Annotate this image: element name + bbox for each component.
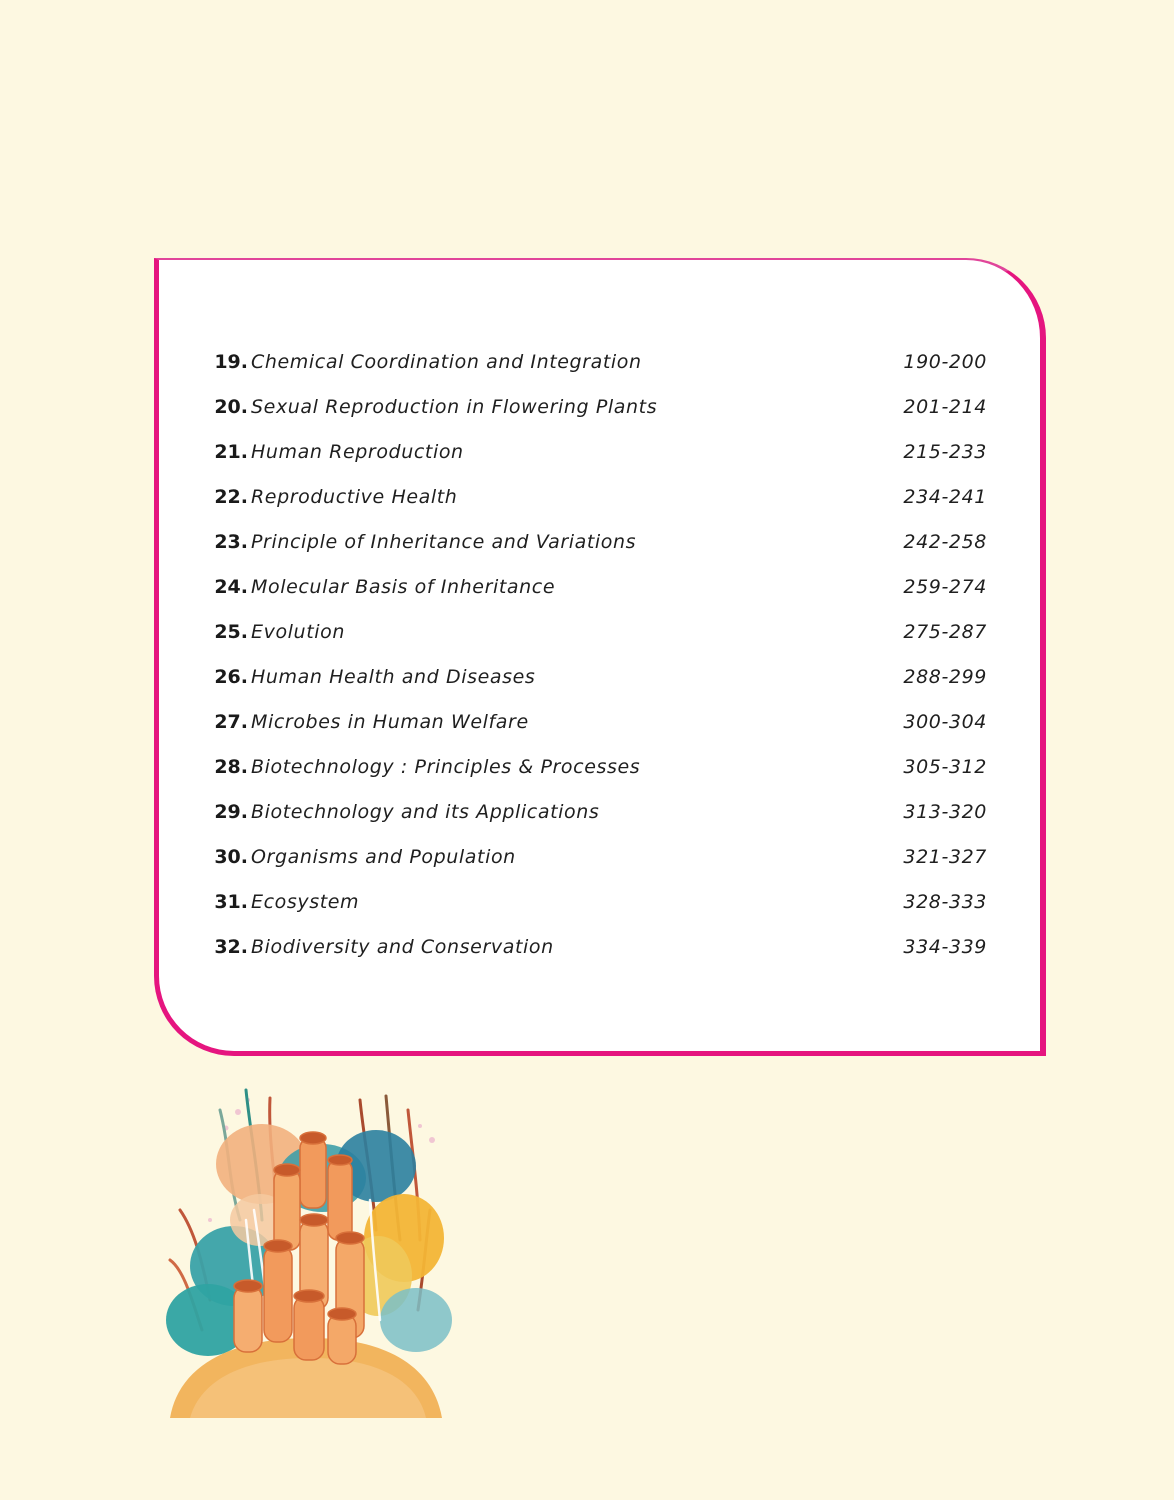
toc-entry-number: 20.	[214, 396, 248, 418]
toc-entry-number: 24.	[214, 576, 248, 598]
toc-entry-title: Reproductive Health	[251, 486, 458, 508]
toc-entry-pages: 259-274	[903, 576, 987, 598]
toc-entry-number: 32.	[214, 936, 248, 958]
toc-entry	[159, 837, 1040, 877]
toc-entry-title: Chemical Coordination and Integration	[251, 351, 642, 373]
coral-reef-illustration	[150, 1070, 460, 1430]
toc-entry	[159, 432, 1040, 472]
toc-entry-pages: 334-339	[903, 936, 987, 958]
toc-entry-title: Biotechnology and its Applications	[251, 801, 600, 823]
toc-entry	[159, 342, 1040, 382]
toc-entry-pages: 328-333	[903, 891, 987, 913]
toc-entry	[159, 657, 1040, 697]
toc-entry-number: 31.	[214, 891, 248, 913]
toc-entry-title: Evolution	[251, 621, 345, 643]
toc-card	[154, 258, 1046, 1056]
toc-entry-title: Sexual Reproduction in Flowering Plants	[251, 396, 658, 418]
toc-entry-number: 27.	[214, 711, 248, 733]
toc-entry-pages: 300-304	[903, 711, 987, 733]
toc-entry-pages: 305-312	[903, 756, 987, 778]
toc-entry-pages: 288-299	[903, 666, 987, 688]
toc-entry	[159, 927, 1040, 967]
toc-entry-title: Organisms and Population	[251, 846, 516, 868]
toc-entry	[159, 882, 1040, 922]
toc-entry-title: Molecular Basis of Inheritance	[251, 576, 556, 598]
toc-entry	[159, 477, 1040, 517]
toc-entry	[159, 387, 1040, 427]
toc-entry-pages: 190-200	[903, 351, 987, 373]
toc-entry-number: 22.	[214, 486, 248, 508]
toc-entry	[159, 612, 1040, 652]
toc-entry	[159, 747, 1040, 787]
toc-entry-number: 26.	[214, 666, 248, 688]
toc-entry-title: Biodiversity and Conservation	[251, 936, 554, 958]
toc-entry-pages: 313-320	[903, 801, 987, 823]
toc-entry-number: 30.	[214, 846, 248, 868]
toc-entry-pages: 234-241	[903, 486, 987, 508]
toc-entry-number: 19.	[214, 351, 248, 373]
toc-entry-number: 23.	[214, 531, 248, 553]
toc-entry	[159, 567, 1040, 607]
toc-entry	[159, 522, 1040, 562]
toc-entry	[159, 792, 1040, 832]
toc-entry-pages: 242-258	[903, 531, 987, 553]
toc-entry-title: Human Health and Diseases	[251, 666, 536, 688]
toc-entry	[159, 702, 1040, 742]
toc-entry-number: 28.	[214, 756, 248, 778]
toc-entry-pages: 201-214	[903, 396, 987, 418]
toc-entry-title: Human Reproduction	[251, 441, 464, 463]
toc-entry-title: Principle of Inheritance and Variations	[251, 531, 637, 553]
toc-entry-pages: 275-287	[903, 621, 987, 643]
toc-entry-number: 21.	[214, 441, 248, 463]
toc-entry-number: 25.	[214, 621, 248, 643]
toc-entry-pages: 215-233	[903, 441, 987, 463]
toc-entry-title: Ecosystem	[251, 891, 360, 913]
toc-entry-title: Biotechnology : Principles & Processes	[251, 756, 641, 778]
toc-entry-title: Microbes in Human Welfare	[251, 711, 529, 733]
toc-entry-number: 29.	[214, 801, 248, 823]
toc-entry-pages: 321-327	[903, 846, 987, 868]
